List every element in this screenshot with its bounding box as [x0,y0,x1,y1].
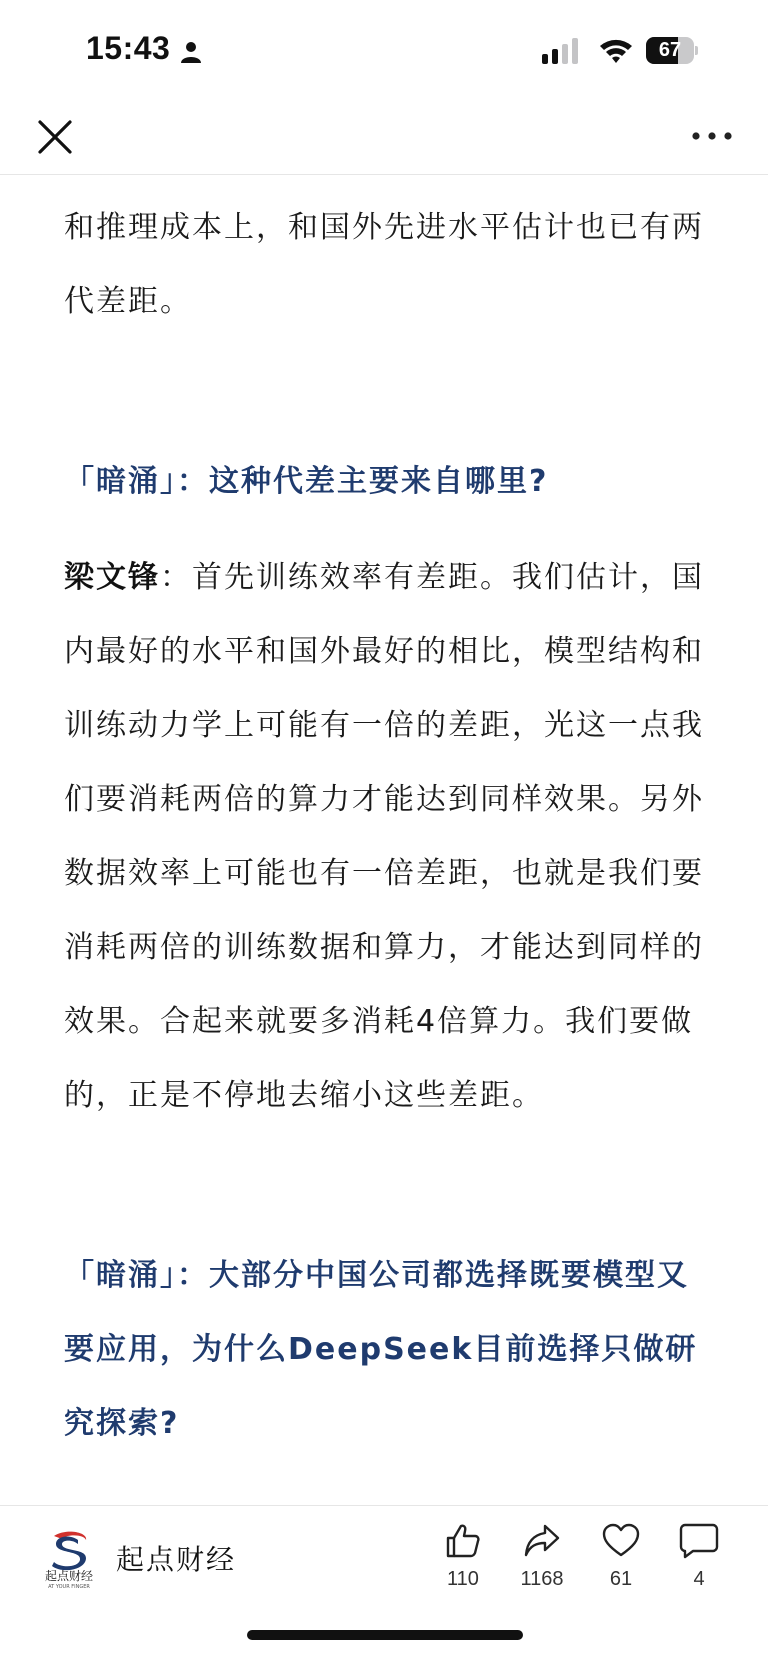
person-icon [179,40,203,64]
speaker-colon: ： [160,560,192,595]
like-button[interactable] [423,1522,503,1612]
battery-percentage: 67 [658,39,682,61]
home-indicator[interactable] [247,1630,523,1640]
thumbs-up-icon [444,1522,482,1560]
source-name[interactable]: 起点财经 [116,1543,237,1576]
share-count: 1168 [520,1568,564,1590]
logo-tagline: AT YOUR FINGER [48,1584,90,1590]
heart-icon [602,1522,640,1560]
article-body [64,175,710,1505]
source-logo[interactable] [36,1530,102,1590]
close-icon[interactable] [36,118,74,156]
more-options-icon[interactable] [690,126,734,146]
share-arrow-icon [523,1522,561,1560]
favorite-button[interactable] [581,1522,661,1612]
nav-bar [0,100,768,175]
interview-answer [64,541,710,1133]
interview-question: 「暗涌」：大部分中国公司都选择既要模型又要应用，为什么DeepSeek目前选择只做研究探索? [64,1258,698,1441]
cellular-signal-icon [542,38,582,64]
status-time: 15:43 [86,30,171,66]
bottom-toolbar [0,1505,768,1666]
favorite-count: 61 [609,1568,633,1590]
status-bar [0,0,768,100]
like-count: 110 [447,1568,479,1590]
wifi-icon [598,36,634,64]
comment-button[interactable] [659,1522,739,1612]
comment-bubble-icon [679,1522,719,1560]
interview-question: 「暗涌」：这种代差主要来自哪里? [64,464,549,499]
article-paragraph: 和推理成本上，和国外先进水平估计也已有两代差距。 [64,210,704,319]
answer-text: 首先训练效率有差距。我们估计，国内最好的水平和国外最好的相比，模型结构和训练动力学上可能有一倍的差距，光这一点我们要消耗两倍的算力才能达到同样效果。另外数据效率上可能也有一倍差距，也就是我们要消耗两倍的训练数据和算力，才能达到同样的效果。合起来就要多消耗4倍算力。我们要做的，正是不停地去缩小这些差距。 [64,560,704,1113]
share-button[interactable] [502,1522,582,1612]
logo-text: 起点财经 [44,1569,94,1583]
comment-count: 4 [693,1568,705,1590]
speaker-name: 梁文锋 [64,560,160,595]
battery-indicator [646,37,698,64]
